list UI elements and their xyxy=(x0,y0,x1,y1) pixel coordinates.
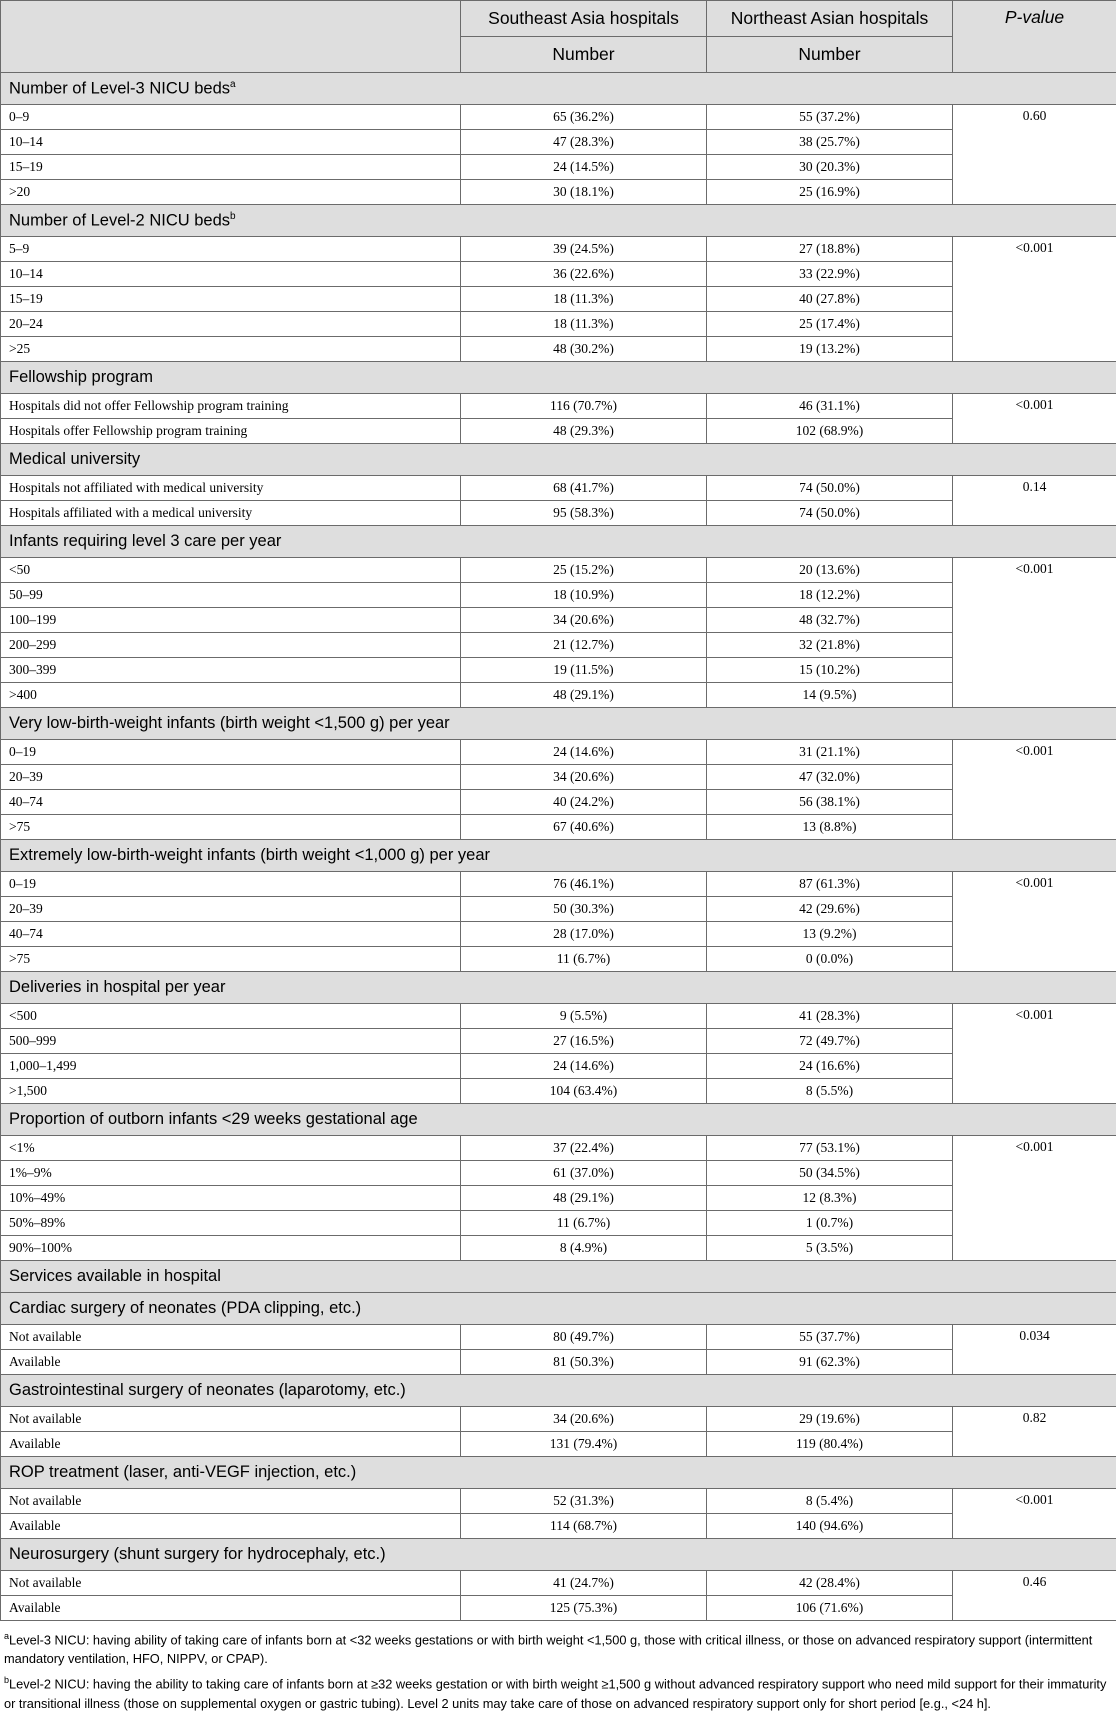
southeast-value: 24 (14.6%) xyxy=(461,740,707,765)
header-blank-cell xyxy=(1,1,461,73)
northeast-value: 13 (8.8%) xyxy=(707,815,953,840)
section-header-row xyxy=(1,1539,1116,1571)
northeast-value: 72 (49.7%) xyxy=(707,1029,953,1054)
southeast-value: 19 (11.5%) xyxy=(461,658,707,683)
table-row xyxy=(1,897,1116,922)
table-row xyxy=(1,558,1116,583)
section-title xyxy=(1,1261,1116,1293)
northeast-value: 19 (13.2%) xyxy=(707,337,953,362)
section-header-row xyxy=(1,205,1116,237)
section-title xyxy=(1,1539,1116,1571)
table-row xyxy=(1,476,1116,501)
table-row xyxy=(1,155,1116,180)
section-title xyxy=(1,73,1116,105)
southeast-value: 80 (49.7%) xyxy=(461,1325,707,1350)
southeast-value: 76 (46.1%) xyxy=(461,872,707,897)
row-label: <1% xyxy=(1,1136,461,1161)
southeast-value: 114 (68.7%) xyxy=(461,1514,707,1539)
row-label: Hospitals not affiliated with medical university xyxy=(1,476,461,501)
section-title-text: Infants requiring level 3 care per year xyxy=(9,532,282,550)
row-label: 0–9 xyxy=(1,105,461,130)
table-row xyxy=(1,1325,1116,1350)
northeast-value: 30 (20.3%) xyxy=(707,155,953,180)
row-label: Not available xyxy=(1,1325,461,1350)
row-label: 15–19 xyxy=(1,287,461,312)
row-label: 10%–49% xyxy=(1,1186,461,1211)
p-value: <0.001 xyxy=(953,1004,1116,1104)
section-title-text: Cardiac surgery of neonates (PDA clipping, etc.) xyxy=(9,1299,362,1317)
row-label: >25 xyxy=(1,337,461,362)
section-title xyxy=(1,708,1116,740)
table-row xyxy=(1,683,1116,708)
row-label: 20–39 xyxy=(1,765,461,790)
section-title-text: Deliveries in hospital per year xyxy=(9,978,226,996)
southeast-value: 25 (15.2%) xyxy=(461,558,707,583)
footnote-text: Level-3 NICU: having ability of taking care of infants born at <32 weeks gestations or with birth weight <1,500 g, those with critical illness, or those on advanced respiratory support (intermittent mandatory ventilation, HFO, NIPPV, or CPAP). xyxy=(4,1632,1093,1667)
section-title-text: Medical university xyxy=(9,450,141,468)
table-row xyxy=(1,1029,1116,1054)
table-row xyxy=(1,1161,1116,1186)
northeast-value: 87 (61.3%) xyxy=(707,872,953,897)
southeast-value: 95 (58.3%) xyxy=(461,501,707,526)
section-title-text: Number of Level-2 NICU beds xyxy=(9,211,231,230)
footnote-marker: a xyxy=(230,78,236,90)
row-label: Available xyxy=(1,1350,461,1375)
northeast-value: 0 (0.0%) xyxy=(707,947,953,972)
southeast-value: 48 (29.1%) xyxy=(461,683,707,708)
table-row xyxy=(1,105,1116,130)
southeast-value: 81 (50.3%) xyxy=(461,1350,707,1375)
row-label: Not available xyxy=(1,1571,461,1596)
row-label: 40–74 xyxy=(1,790,461,815)
row-label: 1%–9% xyxy=(1,1161,461,1186)
table-row xyxy=(1,287,1116,312)
table-row xyxy=(1,1514,1116,1539)
section-header-row xyxy=(1,444,1116,476)
northeast-value: 8 (5.4%) xyxy=(707,1489,953,1514)
table-row xyxy=(1,815,1116,840)
section-title-text: ROP treatment (laser, anti-VEGF injection, etc.) xyxy=(9,1463,357,1481)
southeast-value: 8 (4.9%) xyxy=(461,1236,707,1261)
southeast-value: 52 (31.3%) xyxy=(461,1489,707,1514)
southeast-value: 28 (17.0%) xyxy=(461,922,707,947)
row-label: Available xyxy=(1,1596,461,1621)
southeast-value: 34 (20.6%) xyxy=(461,1407,707,1432)
southeast-value: 104 (63.4%) xyxy=(461,1079,707,1104)
p-value: 0.14 xyxy=(953,476,1116,526)
section-title xyxy=(1,1457,1116,1489)
southeast-value: 40 (24.2%) xyxy=(461,790,707,815)
northeast-value: 46 (31.1%) xyxy=(707,394,953,419)
southeast-value: 65 (36.2%) xyxy=(461,105,707,130)
row-label: <50 xyxy=(1,558,461,583)
northeast-value: 15 (10.2%) xyxy=(707,658,953,683)
row-label: 90%–100% xyxy=(1,1236,461,1261)
row-label: 40–74 xyxy=(1,922,461,947)
table-row xyxy=(1,1489,1116,1514)
southeast-value: 9 (5.5%) xyxy=(461,1004,707,1029)
southeast-value: 36 (22.6%) xyxy=(461,262,707,287)
northeast-value: 24 (16.6%) xyxy=(707,1054,953,1079)
section-header-row xyxy=(1,362,1116,394)
footnote xyxy=(4,1671,1112,1712)
southeast-value: 27 (16.5%) xyxy=(461,1029,707,1054)
southeast-value: 30 (18.1%) xyxy=(461,180,707,205)
northeast-value: 25 (17.4%) xyxy=(707,312,953,337)
southeast-value: 11 (6.7%) xyxy=(461,1211,707,1236)
table-row xyxy=(1,633,1116,658)
section-header-row xyxy=(1,840,1116,872)
northeast-value: 13 (9.2%) xyxy=(707,922,953,947)
table-row xyxy=(1,740,1116,765)
northeast-value: 29 (19.6%) xyxy=(707,1407,953,1432)
row-label: Hospitals affiliated with a medical university xyxy=(1,501,461,526)
table-row xyxy=(1,608,1116,633)
section-title xyxy=(1,1104,1116,1136)
p-value: <0.001 xyxy=(953,1136,1116,1261)
table-row xyxy=(1,872,1116,897)
northeast-value: 14 (9.5%) xyxy=(707,683,953,708)
section-header-row xyxy=(1,1104,1116,1136)
southeast-value: 24 (14.6%) xyxy=(461,1054,707,1079)
subheader-southeast: Number xyxy=(461,37,707,73)
table-row xyxy=(1,1004,1116,1029)
southeast-value: 18 (11.3%) xyxy=(461,312,707,337)
northeast-value: 50 (34.5%) xyxy=(707,1161,953,1186)
table-row xyxy=(1,394,1116,419)
northeast-value: 42 (28.4%) xyxy=(707,1571,953,1596)
section-title xyxy=(1,526,1116,558)
table-row xyxy=(1,658,1116,683)
row-label: Available xyxy=(1,1514,461,1539)
section-title xyxy=(1,444,1116,476)
table-row xyxy=(1,1186,1116,1211)
southeast-value: 50 (30.3%) xyxy=(461,897,707,922)
northeast-value: 102 (68.9%) xyxy=(707,419,953,444)
southeast-value: 68 (41.7%) xyxy=(461,476,707,501)
row-label: 50%–89% xyxy=(1,1211,461,1236)
section-header-row xyxy=(1,972,1116,1004)
northeast-value: 48 (32.7%) xyxy=(707,608,953,633)
northeast-value: 41 (28.3%) xyxy=(707,1004,953,1029)
row-label: 0–19 xyxy=(1,740,461,765)
section-header-row xyxy=(1,1293,1116,1325)
table-row xyxy=(1,262,1116,287)
northeast-value: 33 (22.9%) xyxy=(707,262,953,287)
northeast-value: 55 (37.7%) xyxy=(707,1325,953,1350)
footnote-marker: b xyxy=(230,210,236,222)
p-value: <0.001 xyxy=(953,872,1116,972)
table-row xyxy=(1,419,1116,444)
table-row xyxy=(1,1407,1116,1432)
northeast-value: 56 (38.1%) xyxy=(707,790,953,815)
southeast-value: 67 (40.6%) xyxy=(461,815,707,840)
row-label: 300–399 xyxy=(1,658,461,683)
table-row xyxy=(1,1211,1116,1236)
section-title-text: Extremely low-birth-weight infants (birth weight <1,000 g) per year xyxy=(9,846,491,864)
southeast-value: 39 (24.5%) xyxy=(461,237,707,262)
header-southeast: Southeast Asia hospitals xyxy=(461,1,707,37)
p-value: 0.46 xyxy=(953,1571,1116,1621)
footnote xyxy=(4,1627,1112,1668)
northeast-value: 119 (80.4%) xyxy=(707,1432,953,1457)
southeast-value: 125 (75.3%) xyxy=(461,1596,707,1621)
southeast-value: 47 (28.3%) xyxy=(461,130,707,155)
row-label: >20 xyxy=(1,180,461,205)
section-title-text: Very low-birth-weight infants (birth weight <1,500 g) per year xyxy=(9,714,450,732)
northeast-value: 140 (94.6%) xyxy=(707,1514,953,1539)
table-row xyxy=(1,790,1116,815)
p-value: 0.034 xyxy=(953,1325,1116,1375)
section-header-row xyxy=(1,1261,1116,1293)
row-label: 200–299 xyxy=(1,633,461,658)
subheader-northeast: Number xyxy=(707,37,953,73)
row-label: 20–39 xyxy=(1,897,461,922)
southeast-value: 18 (10.9%) xyxy=(461,583,707,608)
row-label: 50–99 xyxy=(1,583,461,608)
northeast-value: 5 (3.5%) xyxy=(707,1236,953,1261)
p-value: 0.60 xyxy=(953,105,1116,205)
row-label: 5–9 xyxy=(1,237,461,262)
section-header-row xyxy=(1,1457,1116,1489)
northeast-value: 91 (62.3%) xyxy=(707,1350,953,1375)
row-label: >75 xyxy=(1,815,461,840)
northeast-value: 42 (29.6%) xyxy=(707,897,953,922)
northeast-value: 74 (50.0%) xyxy=(707,501,953,526)
table-row xyxy=(1,337,1116,362)
section-header-row xyxy=(1,73,1116,105)
southeast-value: 11 (6.7%) xyxy=(461,947,707,972)
section-title xyxy=(1,972,1116,1004)
southeast-value: 48 (29.3%) xyxy=(461,419,707,444)
table-row xyxy=(1,1432,1116,1457)
southeast-value: 131 (79.4%) xyxy=(461,1432,707,1457)
northeast-value: 8 (5.5%) xyxy=(707,1079,953,1104)
row-label: 10–14 xyxy=(1,262,461,287)
table-row xyxy=(1,583,1116,608)
table-row xyxy=(1,1054,1116,1079)
row-label: 15–19 xyxy=(1,155,461,180)
section-title xyxy=(1,1293,1116,1325)
p-value: <0.001 xyxy=(953,394,1116,444)
section-title xyxy=(1,362,1116,394)
northeast-value: 106 (71.6%) xyxy=(707,1596,953,1621)
southeast-value: 61 (37.0%) xyxy=(461,1161,707,1186)
footnote-mark: a xyxy=(4,1631,10,1641)
header-northeast: Northeast Asian hospitals xyxy=(707,1,953,37)
row-label: Hospitals offer Fellowship program training xyxy=(1,419,461,444)
table-row xyxy=(1,947,1116,972)
row-label: 20–24 xyxy=(1,312,461,337)
row-label: >75 xyxy=(1,947,461,972)
table-row xyxy=(1,1079,1116,1104)
table-row xyxy=(1,180,1116,205)
northeast-value: 1 (0.7%) xyxy=(707,1211,953,1236)
p-value: <0.001 xyxy=(953,558,1116,708)
row-label: Not available xyxy=(1,1489,461,1514)
table-row xyxy=(1,130,1116,155)
northeast-value: 31 (21.1%) xyxy=(707,740,953,765)
northeast-value: 74 (50.0%) xyxy=(707,476,953,501)
table-row xyxy=(1,1136,1116,1161)
table-row xyxy=(1,1571,1116,1596)
section-title-text: Proportion of outborn infants <29 weeks gestational age xyxy=(9,1110,418,1128)
southeast-value: 116 (70.7%) xyxy=(461,394,707,419)
table-row xyxy=(1,1596,1116,1621)
northeast-value: 40 (27.8%) xyxy=(707,287,953,312)
footnote-text: Level-2 NICU: having the ability to taking care of infants born at ≥32 weeks gestation or with birth weight ≥1,500 g without advanced respiratory support who need mild support for their immaturity or transitional illness (those on supplemental oxygen or gastric tubing). Level 2 units may take care of those on advanced respiratory support only for short period [e.g., <24 h]. xyxy=(4,1676,1107,1711)
southeast-value: 24 (14.5%) xyxy=(461,155,707,180)
row-label: >1,500 xyxy=(1,1079,461,1104)
table-row xyxy=(1,922,1116,947)
section-title-text: Fellowship program xyxy=(9,368,153,386)
northeast-value: 38 (25.7%) xyxy=(707,130,953,155)
northeast-value: 25 (16.9%) xyxy=(707,180,953,205)
section-title xyxy=(1,840,1116,872)
row-label: Available xyxy=(1,1432,461,1457)
table-body xyxy=(1,73,1116,1621)
header-row xyxy=(1,1,1116,37)
row-label: Not available xyxy=(1,1407,461,1432)
table-row xyxy=(1,501,1116,526)
row-label: <500 xyxy=(1,1004,461,1029)
section-title-text: Number of Level-3 NICU beds xyxy=(9,79,231,98)
table-row xyxy=(1,237,1116,262)
northeast-value: 32 (21.8%) xyxy=(707,633,953,658)
northeast-value: 55 (37.2%) xyxy=(707,105,953,130)
row-label: 1,000–1,499 xyxy=(1,1054,461,1079)
footnotes xyxy=(0,1621,1116,1713)
northeast-value: 18 (12.2%) xyxy=(707,583,953,608)
row-label: >400 xyxy=(1,683,461,708)
southeast-value: 48 (29.1%) xyxy=(461,1186,707,1211)
table-row xyxy=(1,1236,1116,1261)
table-row xyxy=(1,765,1116,790)
footnote-mark: b xyxy=(4,1675,10,1686)
northeast-value: 20 (13.6%) xyxy=(707,558,953,583)
northeast-value: 47 (32.0%) xyxy=(707,765,953,790)
section-header-row xyxy=(1,1375,1116,1407)
northeast-value: 27 (18.8%) xyxy=(707,237,953,262)
southeast-value: 21 (12.7%) xyxy=(461,633,707,658)
table-row xyxy=(1,312,1116,337)
p-value: <0.001 xyxy=(953,237,1116,362)
header-pvalue: P-value xyxy=(953,1,1116,73)
section-title xyxy=(1,205,1116,237)
southeast-value: 37 (22.4%) xyxy=(461,1136,707,1161)
row-label: 100–199 xyxy=(1,608,461,633)
section-title-text: Services available in hospital xyxy=(9,1267,221,1285)
table-row xyxy=(1,1350,1116,1375)
northeast-value: 77 (53.1%) xyxy=(707,1136,953,1161)
section-header-row xyxy=(1,708,1116,740)
southeast-value: 34 (20.6%) xyxy=(461,765,707,790)
row-label: Hospitals did not offer Fellowship program training xyxy=(1,394,461,419)
southeast-value: 18 (11.3%) xyxy=(461,287,707,312)
southeast-value: 41 (24.7%) xyxy=(461,1571,707,1596)
row-label: 10–14 xyxy=(1,130,461,155)
p-value: <0.001 xyxy=(953,1489,1116,1539)
row-label: 500–999 xyxy=(1,1029,461,1054)
p-value: <0.001 xyxy=(953,740,1116,840)
southeast-value: 34 (20.6%) xyxy=(461,608,707,633)
southeast-value: 48 (30.2%) xyxy=(461,337,707,362)
row-label: 0–19 xyxy=(1,872,461,897)
section-header-row xyxy=(1,526,1116,558)
section-title-text: Gastrointestinal surgery of neonates (laparotomy, etc.) xyxy=(9,1381,406,1399)
northeast-value: 12 (8.3%) xyxy=(707,1186,953,1211)
p-value: 0.82 xyxy=(953,1407,1116,1457)
section-title-text: Neurosurgery (shunt surgery for hydrocephaly, etc.) xyxy=(9,1545,386,1563)
section-title xyxy=(1,1375,1116,1407)
